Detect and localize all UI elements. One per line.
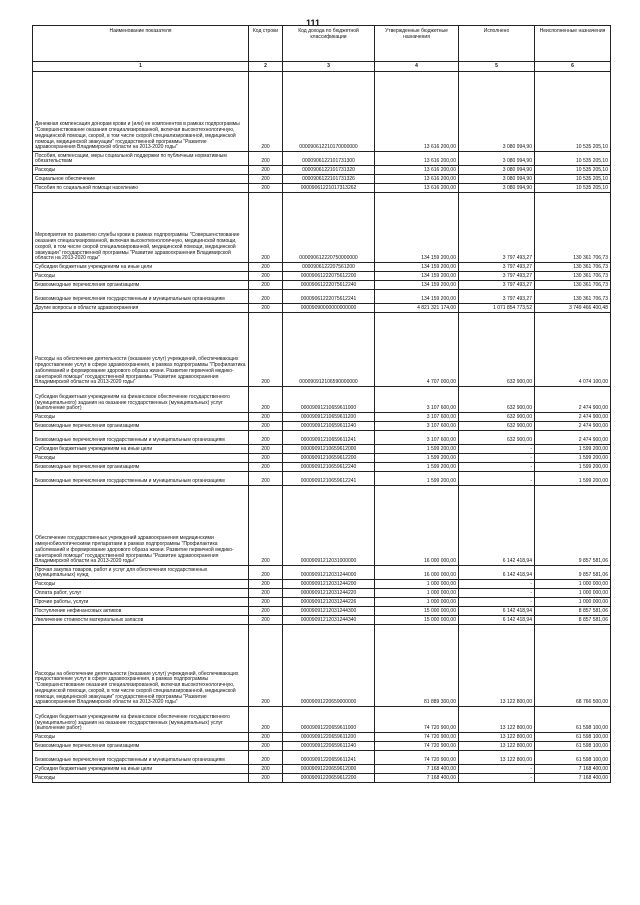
row-remaining: 1 599 200,00 [535,463,611,472]
row-executed: 13 122 800,00 [459,751,535,765]
header-income-code: Код дохода по бюджетной классификации [283,26,375,62]
row-line-code: 200 [249,598,283,607]
row-approved: 74 720 900,00 [375,707,459,733]
row-executed: - [459,589,535,598]
table-row [33,751,611,765]
row-approved: 16 000 000,00 [375,486,459,566]
row-executed: 3 797 493,27 [459,263,535,272]
row-remaining: 10 535 205,10 [535,184,611,193]
table-row [33,774,611,783]
row-approved: 7 168 400,00 [375,765,459,774]
row-approved: 13 616 200,00 [375,166,459,175]
row-line-code: 200 [249,387,283,413]
table-row [33,454,611,463]
row-name: Субсидии бюджетным учреждениям на иные цели [33,445,249,454]
row-line-code: 200 [249,774,283,783]
row-approved: 3 107 600,00 [375,387,459,413]
row-approved: 74 720 900,00 [375,742,459,751]
row-executed: 6 142 418,94 [459,486,535,566]
row-executed: 3 080 994,90 [459,166,535,175]
row-name: Субсидии бюджетным учреждениям на иные цели [33,765,249,774]
column-number: 2 [249,62,283,72]
table-row [33,387,611,413]
row-line-code: 200 [249,765,283,774]
column-number: 1 [33,62,249,72]
row-remaining: 61 598 100,00 [535,707,611,733]
row-income-code: 00009090000000000000 [283,304,375,313]
row-income-code: 0000906122101731320 [283,166,375,175]
row-name: Оплата работ, услуг [33,589,249,598]
row-remaining: 2 474 900,00 [535,431,611,445]
table-row [33,263,611,272]
row-remaining: 1 599 200,00 [535,472,611,486]
table-row [33,313,611,387]
row-remaining: 1 599 200,00 [535,445,611,454]
table-row [33,607,611,616]
row-income-code: 00009091220659612000 [283,765,375,774]
header-line-code: Код строки [249,26,283,62]
table-row [33,463,611,472]
row-remaining: 130 361 706,73 [535,272,611,281]
row-line-code: 200 [249,413,283,422]
row-income-code: 00009061222075612200 [283,272,375,281]
header-name: Наименование показателя [33,26,249,62]
row-name: Социальное обеспечение [33,175,249,184]
row-remaining: 9 857 581,06 [535,566,611,580]
row-remaining: 61 598 100,00 [535,742,611,751]
row-line-code: 200 [249,445,283,454]
row-remaining: 9 857 581,06 [535,486,611,566]
row-remaining: 61 598 100,00 [535,733,611,742]
row-line-code: 200 [249,175,283,184]
row-name: Безвозмездные перечисления государственным и муниципальным организациям [33,751,249,765]
table-row [33,707,611,733]
row-income-code: 00009091212031244226 [283,598,375,607]
table-row [33,616,611,625]
row-executed: 3 797 493,27 [459,193,535,263]
row-remaining: 1 000 000,00 [535,598,611,607]
row-income-code: 00009091212031244200 [283,580,375,589]
row-line-code: 200 [249,313,283,387]
row-name: Расходы [33,580,249,589]
table-row [33,765,611,774]
row-approved: 15 000 000,00 [375,607,459,616]
column-number: 3 [283,62,375,72]
row-executed: 632 900,00 [459,313,535,387]
table-row [33,413,611,422]
row-remaining: 10 535 205,10 [535,166,611,175]
row-name: Другие вопросы в области здравоохранения [33,304,249,313]
row-executed: 3 080 994,90 [459,152,535,166]
row-approved: 3 107 600,00 [375,431,459,445]
row-income-code: 00009061221017313262 [283,184,375,193]
row-line-code: 200 [249,463,283,472]
row-name: Безвозмездные перечисления организациям [33,281,249,290]
row-line-code: 200 [249,589,283,598]
row-line-code: 200 [249,580,283,589]
row-remaining: 1 000 000,00 [535,580,611,589]
row-remaining: 68 766 500,00 [535,625,611,707]
row-name: Расходы [33,413,249,422]
row-executed: 3 797 493,27 [459,290,535,304]
row-line-code: 200 [249,616,283,625]
row-income-code: 00009091210659611241 [283,431,375,445]
row-income-code: 00009091210659612241 [283,472,375,486]
row-approved: 1 000 000,00 [375,589,459,598]
row-approved: 13 616 200,00 [375,72,459,152]
row-name: Безвозмездные перечисления организациям [33,463,249,472]
row-approved: 13 616 200,00 [375,184,459,193]
row-approved: 134 159 200,00 [375,281,459,290]
row-approved: 3 107 600,00 [375,422,459,431]
row-executed: 6 142 418,94 [459,607,535,616]
row-line-code: 200 [249,742,283,751]
row-name: Расходы на обеспечение деятельности (оказание услуг) учреждений, обеспечивающих предоставление услуг в сфере здравоохранения, в рамках подпрограммы "Совершенствование оказания специализированной, включая высокотехнологичную, медицинской помощи, скорой, в том числе скорой специализированной, медицинской помощи, медицинской эвакуации" государственной программы "Развитие здравоохранения Владимирской области на 2013-2020 годы" [33,625,249,707]
row-remaining: 130 361 706,73 [535,193,611,263]
row-executed: 3 797 493,27 [459,272,535,281]
table-row [33,166,611,175]
row-name: Субсидии бюджетным учреждениям на иные цели [33,263,249,272]
row-executed: 3 080 994,90 [459,184,535,193]
row-income-code: 00009091210659612240 [283,463,375,472]
row-remaining: 130 361 706,73 [535,281,611,290]
row-name: Мероприятия по развитию службы крови в рамках подпрограммы "Совершенствование оказания специализированной, включая высокотехнологичную, медицинской помощи, скорой, в том числе скорой специализированной, медицинской помощи, медицинской эвакуации" государственной программы "Развитие здравоохранения Владимирской области на 2013-2020 годы" [33,193,249,263]
row-executed: - [459,472,535,486]
row-name: Расходы [33,166,249,175]
row-income-code: 00009091210659611200 [283,413,375,422]
row-name: Безвозмездные перечисления организациям [33,742,249,751]
row-income-code: 00009091220659611000 [283,707,375,733]
header-executed: Исполнено [459,26,535,62]
row-name: Обеспечение государственных учреждений здравоохранения медицинскими иммунобиологическими препаратами в рамках подпрограммы "Профилактика заболеваний и формирование здорового образа жизни. Развитие первичной медико-санитарной помощи" государственной программы "Развитие здравоохранения Владимирской области на 2013-2020 годы" [33,486,249,566]
row-income-code: 00009091212031244300 [283,607,375,616]
table-row [33,566,611,580]
table-row [33,733,611,742]
row-name: Прочие работы, услуги [33,598,249,607]
row-executed: - [459,580,535,589]
row-executed: 3 080 994,90 [459,175,535,184]
row-income-code: 0000906122207561200 [283,263,375,272]
row-executed: 632 900,00 [459,422,535,431]
row-line-code: 200 [249,152,283,166]
row-remaining: 1 599 200,00 [535,454,611,463]
row-executed: 3 080 994,90 [459,72,535,152]
row-income-code: 000090612210170000000 [283,72,375,152]
row-remaining: 4 074 100,00 [535,313,611,387]
row-executed: 13 122 800,00 [459,733,535,742]
row-approved: 134 159 200,00 [375,263,459,272]
page-number: 111 [306,18,321,28]
row-income-code: 00009091220659000000 [283,625,375,707]
row-remaining: 8 857 581,06 [535,616,611,625]
row-remaining: 10 535 205,10 [535,72,611,152]
row-executed: - [459,598,535,607]
row-approved: 1 599 200,00 [375,445,459,454]
table-row [33,290,611,304]
row-approved: 16 000 000,00 [375,566,459,580]
row-approved: 7 168 400,00 [375,774,459,783]
row-name: Расходы [33,733,249,742]
row-name: Безвозмездные перечисления организациям [33,422,249,431]
row-income-code: 00009091220659611200 [283,733,375,742]
row-executed: 13 122 800,00 [459,707,535,733]
row-line-code: 200 [249,263,283,272]
table-row [33,598,611,607]
row-remaining: 10 535 205,10 [535,175,611,184]
row-remaining: 130 361 706,73 [535,290,611,304]
row-name: Расходы [33,774,249,783]
row-remaining: 1 000 000,00 [535,589,611,598]
row-line-code: 200 [249,281,283,290]
row-executed: 1 071 854 773,52 [459,304,535,313]
row-name: Расходы [33,272,249,281]
row-approved: 134 159 200,00 [375,193,459,263]
table-row [33,152,611,166]
row-approved: 134 159 200,00 [375,290,459,304]
table-row [33,72,611,152]
table-row [33,175,611,184]
table-row [33,445,611,454]
row-remaining: 10 535 205,10 [535,152,611,166]
row-approved: 3 107 600,00 [375,413,459,422]
row-line-code: 200 [249,184,283,193]
table-row [33,472,611,486]
row-name: Безвозмездные перечисления государственным и муниципальным организациям [33,290,249,304]
row-executed: - [459,454,535,463]
table-row [33,589,611,598]
row-name: Безвозмездные перечисления государственным и муниципальным организациям [33,431,249,445]
column-number-row [33,62,611,72]
row-name: Расходы [33,454,249,463]
table-row [33,184,611,193]
column-number: 5 [459,62,535,72]
row-income-code: 00009091220659611240 [283,742,375,751]
row-income-code: 00009091210659611240 [283,422,375,431]
row-executed: - [459,774,535,783]
row-line-code: 200 [249,166,283,175]
row-line-code: 200 [249,566,283,580]
table-row [33,486,611,566]
row-executed: 3 797 493,27 [459,281,535,290]
row-name: Увеличение стоимости материальных запасов [33,616,249,625]
row-name: Пособия по социальной помощи населению [33,184,249,193]
row-income-code: 000090612220750000000 [283,193,375,263]
row-approved: 13 616 200,00 [375,175,459,184]
row-approved: 74 720 900,00 [375,751,459,765]
row-approved: 1 599 200,00 [375,463,459,472]
row-remaining: 130 361 706,73 [535,263,611,272]
row-executed: 13 122 800,00 [459,742,535,751]
row-line-code: 200 [249,733,283,742]
row-line-code: 200 [249,290,283,304]
row-income-code: 00009091210659612200 [283,454,375,463]
row-remaining: 7 168 400,00 [535,774,611,783]
row-line-code: 200 [249,454,283,463]
header-remaining: Неисполненные назначения [535,26,611,62]
row-approved: 4 821 321 174,00 [375,304,459,313]
row-name: Поступление нефинансовых активов [33,607,249,616]
table-row [33,625,611,707]
table-row [33,742,611,751]
row-remaining: 7 168 400,00 [535,765,611,774]
row-approved: 1 000 000,00 [375,598,459,607]
row-income-code: 0000906122101731300 [283,152,375,166]
row-executed: 632 900,00 [459,387,535,413]
row-approved: 74 720 900,00 [375,733,459,742]
row-line-code: 200 [249,707,283,733]
row-income-code: 00009091220659612200 [283,774,375,783]
row-remaining: 2 474 900,00 [535,387,611,413]
row-approved: 81 889 300,00 [375,625,459,707]
row-executed: 13 122 800,00 [459,625,535,707]
row-income-code: 00009091212031244220 [283,589,375,598]
row-income-code: 00009091212031000000 [283,486,375,566]
row-income-code: 00009091210659611000 [283,387,375,413]
row-name: Субсидии бюджетным учреждениям на финансовое обеспечение государственного (муниципального) задания на оказание государственных (муниципальных) услуг (выполнение работ) [33,387,249,413]
row-income-code: 00009091210659612000 [283,445,375,454]
row-remaining: 2 474 900,00 [535,413,611,422]
row-income-code: 000090912106590000000 [283,313,375,387]
row-executed: 6 142 418,94 [459,566,535,580]
table-row [33,272,611,281]
table-row [33,431,611,445]
row-line-code: 200 [249,751,283,765]
table-row [33,304,611,313]
header-row [33,26,611,62]
row-name: Прочая закупка товаров, работ и услуг для обеспечения государственных (муниципальных) нужд [33,566,249,580]
row-executed: - [459,463,535,472]
row-remaining: 3 749 466 400,48 [535,304,611,313]
row-executed: 632 900,00 [459,431,535,445]
row-income-code: 00009061222075612240 [283,281,375,290]
table-row [33,281,611,290]
row-approved: 1 599 200,00 [375,454,459,463]
row-line-code: 200 [249,431,283,445]
table-row [33,580,611,589]
row-executed: - [459,765,535,774]
row-approved: 134 159 200,00 [375,272,459,281]
row-approved: 1 599 200,00 [375,472,459,486]
column-number: 6 [535,62,611,72]
row-line-code: 200 [249,607,283,616]
row-income-code: 00009091212031244000 [283,566,375,580]
table-row [33,422,611,431]
row-approved: 15 000 000,00 [375,616,459,625]
row-line-code: 200 [249,422,283,431]
row-line-code: 200 [249,486,283,566]
row-name: Безвозмездные перечисления государственным и муниципальным организациям [33,472,249,486]
row-executed: - [459,445,535,454]
row-line-code: 200 [249,72,283,152]
row-approved: 13 616 200,00 [375,152,459,166]
row-name: Денежная компенсация донорам крови и (или) ее компонентов в рамках подпрограммы "Совершенствование оказания специализированной, включая высокотехнологичную, медицинской помощи, скорой, в том числе скорой специализированной, медицинской помощи, медицинской эвакуации" государственной программы "Развитие здравоохранения Владимирской области на 2013-2020 годы" [33,72,249,152]
row-remaining: 61 598 100,00 [535,751,611,765]
row-line-code: 200 [249,304,283,313]
row-line-code: 200 [249,272,283,281]
row-line-code: 200 [249,193,283,263]
row-line-code: 200 [249,472,283,486]
header-approved: Утвержденные бюджетные назначения [375,26,459,62]
row-remaining: 8 857 581,06 [535,607,611,616]
row-income-code: 00009091220659611241 [283,751,375,765]
row-name: Субсидии бюджетным учреждениям на финансовое обеспечение государственного (муниципального) задания на оказание государственных (муниципальных) услуг (выполнение работ) [33,707,249,733]
row-executed: 632 900,00 [459,413,535,422]
row-name: Пособия, компенсации, меры социальной поддержки по публичным нормативным обязательствам [33,152,249,166]
row-income-code: 00009061222075612241 [283,290,375,304]
budget-report-table [32,25,611,783]
table-row [33,193,611,263]
row-executed: 6 142 418,94 [459,616,535,625]
row-income-code: 0000906122101731326 [283,175,375,184]
row-approved: 4 707 000,00 [375,313,459,387]
row-income-code: 00009091212031244340 [283,616,375,625]
row-name: Расходы на обеспечение деятельности (оказание услуг) учреждений, обеспечивающих предоставление услуг в сфере здравоохранения, в рамках подпрограммы "Профилактика заболеваний и формирование здорового образа жизни. Развитие первичной медико-санитарной помощи" государственной программы "Развитие здравоохранения Владимирской области на 2013-2020 годы" [33,313,249,387]
row-line-code: 200 [249,625,283,707]
table-body [33,72,611,783]
column-number: 4 [375,62,459,72]
row-remaining: 2 474 900,00 [535,422,611,431]
row-approved: 1 000 000,00 [375,580,459,589]
